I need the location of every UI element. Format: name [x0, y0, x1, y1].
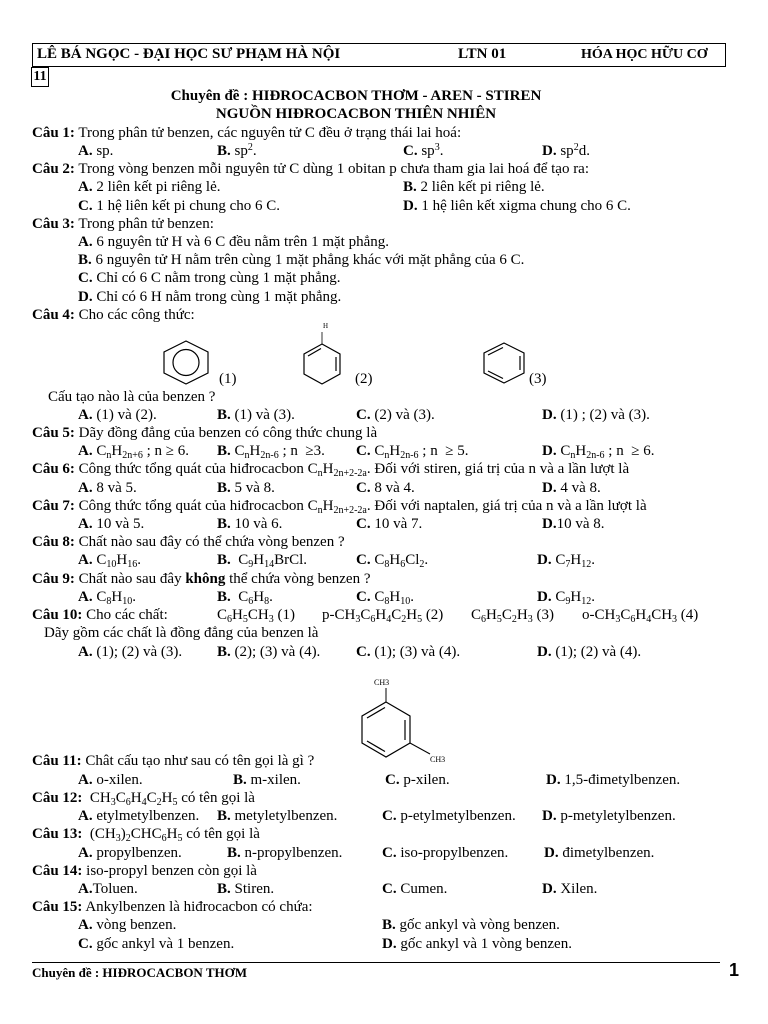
page-title: Chuyên đề : HIĐROCACBON THƠM - AREN - STIREN: [170, 88, 542, 104]
q7-option-d: D.10 và 8.: [542, 516, 605, 532]
question-13: Câu 13: $(CH_3)_2CHC_6H_5$ có tên gọi là: [32, 826, 260, 844]
q1-option-b: B. $sp^2$.: [217, 142, 257, 159]
q11-option-a: A. o-xilen.: [78, 772, 143, 788]
question-4: Câu 4: Cho các công thức:: [32, 307, 195, 323]
q12-option-c: C. p-etylmetylbenzen.: [382, 808, 516, 824]
q10-option-d: D. (1); (2) và (4).: [537, 644, 642, 660]
q15-option-b: B. gốc ankyl và vòng benzen.: [382, 917, 560, 933]
q13-option-d: D. đimetylbenzen.: [544, 845, 655, 861]
q4-question: Cấu tạo nào là của benzen ?: [48, 389, 216, 405]
q14-option-d: D. Xilen.: [542, 881, 598, 897]
q4-option-b: B. (1) và (3).: [217, 407, 295, 423]
question-7: Câu 7: Công thức tổng quát của hiđrocacbon $C_nH_{2n+2-2a}$. Đối với naptalen, giá trị của n và a lần lượt là: [32, 498, 647, 516]
q8-option-a: A. $C_{10}H_{16}$.: [78, 552, 141, 570]
header-code: LTN 01: [458, 46, 507, 62]
question-8: Câu 8: Chất nào sau đây có thể chứa vòng benzen ?: [32, 534, 345, 550]
q15-option-c: C. gốc ankyl và 1 benzen.: [78, 936, 235, 952]
m-xylene-ch3-bottom: CH3: [430, 755, 446, 764]
q14-option-b: B. Stiren.: [217, 881, 275, 897]
page-number: 1: [729, 960, 740, 980]
structure-3-label: (3): [529, 371, 547, 387]
q2-option-b: B. 2 liên kết pi riêng lẻ.: [403, 179, 545, 195]
header-subject: HÓA HỌC HỮU CƠ: [581, 47, 708, 62]
q3-option-d: D. Chỉ có 6 H nằm trong cùng 1 mặt phẳng.: [78, 289, 342, 305]
q6-option-d: D. 4 và 8.: [542, 480, 601, 496]
q6-option-a: A. 8 và 5.: [78, 480, 137, 496]
q12-option-b: B. metyletylbenzen.: [217, 808, 338, 824]
q9-option-c: C. $C_8H_{10}$.: [356, 589, 414, 607]
q15-option-d: D. gốc ankyl và 1 vòng benzen.: [382, 936, 572, 952]
question-14: Câu 14: iso-propyl benzen còn gọi là: [32, 863, 257, 879]
q1-option-d: D. $sp^2d$.: [542, 142, 590, 159]
q12-option-a: A. etylmetylbenzen.: [78, 808, 200, 824]
structure-2-label: (2): [355, 371, 373, 387]
q1-option-c: C. $sp^3$.: [403, 142, 444, 159]
q11-option-b: B. m-xilen.: [233, 772, 301, 788]
q3-option-a: A. 6 nguyên tử H và 6 C đều nằm trên 1 mặt phẳng.: [78, 234, 389, 250]
q13-option-a: A. propylbenzen.: [78, 845, 182, 861]
q10-option-c: C. (1); (3) và (4).: [356, 644, 461, 660]
structure-2-h-label: H: [323, 322, 329, 330]
q5-option-b: B. $C_nH_{2n-6}$ ; n ≥3.: [217, 443, 325, 461]
question-6: Câu 6: Công thức tổng quát của hiđrocacbon $C_nH_{2n+2-2a}$. Đối với stiren, giá trị của n và a lần lượt là: [32, 461, 630, 479]
footer-title: Chuyên đề : HIĐROCACBON THƠM: [32, 965, 248, 980]
header-author: LÊ BÁ NGỌC - ĐẠI HỌC SƯ PHẠM HÀ NỘI: [37, 46, 341, 62]
q7-option-c: C. 10 và 7.: [356, 516, 423, 532]
q1-option-a: A. sp.: [78, 143, 114, 159]
question-15: Câu 15: Ankylbenzen là hiđrocacbon có chứa:: [32, 899, 313, 915]
question-3: Câu 3: Trong phân tử benzen:: [32, 216, 214, 232]
question-5: Câu 5: Dãy đồng đẳng của benzen có công thức chung là: [32, 425, 378, 441]
q10-compound-1: $C_6H_5CH_3$ (1): [217, 607, 295, 625]
q5-option-a: A. $C_nH_{2n+6}$ ; n ≥ 6.: [78, 443, 189, 461]
question-10: Câu 10: Cho các chất:: [32, 607, 168, 623]
header-grade: 11: [31, 67, 49, 87]
q2-option-a: A. 2 liên kết pi riêng lẻ.: [78, 179, 221, 195]
footer-divider: [32, 962, 720, 963]
structure-2-cyclohexadiene: [300, 328, 344, 388]
question-12: Câu 12: $CH_3C_6H_4C_2H_5$ có tên gọi là: [32, 790, 255, 808]
header-box: [32, 43, 726, 67]
q3-option-c: C. Chỉ có 6 C nằm trong cùng 1 mặt phẳng.: [78, 270, 341, 286]
q10-compound-2: $p-CH_3C_6H_4C_2H_5$ (2): [322, 607, 444, 625]
q9-option-d: D. $C_9H_{12}$.: [537, 589, 595, 607]
q13-option-c: C. iso-propylbenzen.: [382, 845, 509, 861]
q8-option-b: B. $C_9H_{14}BrCl$.: [217, 552, 308, 570]
q10-question: Dãy gồm các chất là đồng đẳng của benzen là: [44, 625, 319, 641]
q9-option-b: B. $C_6H_8$.: [217, 589, 273, 607]
q8-option-d: D. $C_7H_{12}$.: [537, 552, 595, 570]
m-xylene-ch3-top: CH3: [374, 678, 390, 687]
q10-compound-4: $o-CH_3C_6H_4CH_3$ (4): [582, 607, 699, 625]
q4-option-a: A. (1) và (2).: [78, 407, 157, 423]
q10-compound-3: $C_6H_5C_2H_3$ (3): [471, 607, 554, 625]
q6-option-c: C. 8 và 4.: [356, 480, 415, 496]
question-9: Câu 9: Chất nào sau đây không thể chứa vòng benzen ?: [32, 571, 371, 587]
q8-option-c: C. $C_8H_6Cl_2$.: [356, 552, 429, 570]
q7-option-b: B. 10 và 6.: [217, 516, 283, 532]
q5-option-d: D. $C_nH_{2n-6}$ ; n ≥ 6.: [542, 443, 655, 461]
q11-option-c: C. p-xilen.: [385, 772, 450, 788]
q9-option-a: A. $C_8H_{10}$.: [78, 589, 136, 607]
q10-option-a: A. (1); (2) và (3).: [78, 644, 183, 660]
q2-option-c: C. 1 hệ liên kết pi chung cho 6 C.: [78, 198, 281, 214]
structure-1-label: (1): [219, 371, 237, 387]
q3-option-b: B. 6 nguyên tử H nằm trên cùng 1 mặt phẳng khác với mặt phẳng của 6 C.: [78, 252, 525, 268]
q14-option-c: C. Cumen.: [382, 881, 448, 897]
q7-option-a: A. 10 và 5.: [78, 516, 145, 532]
q2-option-d: D. 1 hệ liên kết xigma chung cho 6 C.: [403, 198, 631, 214]
q4-option-c: C. (2) và (3).: [356, 407, 435, 423]
question-11: Câu 11: Chât cấu tạo như sau có tên gọi là gì ?: [32, 753, 315, 769]
question-1: Câu 1: Trong phân tử benzen, các nguyên tử C đều ở trạng thái lai hoá:: [32, 125, 462, 141]
structure-1-benzene-circle: [160, 339, 212, 385]
q13-option-b: B. n-propylbenzen.: [227, 845, 343, 861]
q12-option-d: D. p-metyletylbenzen.: [542, 808, 676, 824]
question-2: Câu 2: Trong vòng benzen mỗi nguyên tử C dùng 1 obitan p chưa tham gia lai hoá để tạo ra:: [32, 161, 590, 177]
q4-option-d: D. (1) ; (2) và (3).: [542, 407, 650, 423]
q11-option-d: D. 1,5-đimetylbenzen.: [546, 772, 681, 788]
q10-option-b: B. (2); (3) và (4).: [217, 644, 321, 660]
page-subtitle: NGUỒN HIĐROCACBON THIÊN NHIÊN: [215, 106, 497, 122]
q6-option-b: B. 5 và 8.: [217, 480, 275, 496]
q5-option-c: C. $C_nH_{2n-6}$ ; n ≥ 5.: [356, 443, 469, 461]
q15-option-a: A. vòng benzen.: [78, 917, 177, 933]
structure-m-xylene: [350, 686, 450, 758]
q14-option-a: A.Toluen.: [78, 881, 138, 897]
structure-3-kekule-benzene: [481, 341, 527, 385]
